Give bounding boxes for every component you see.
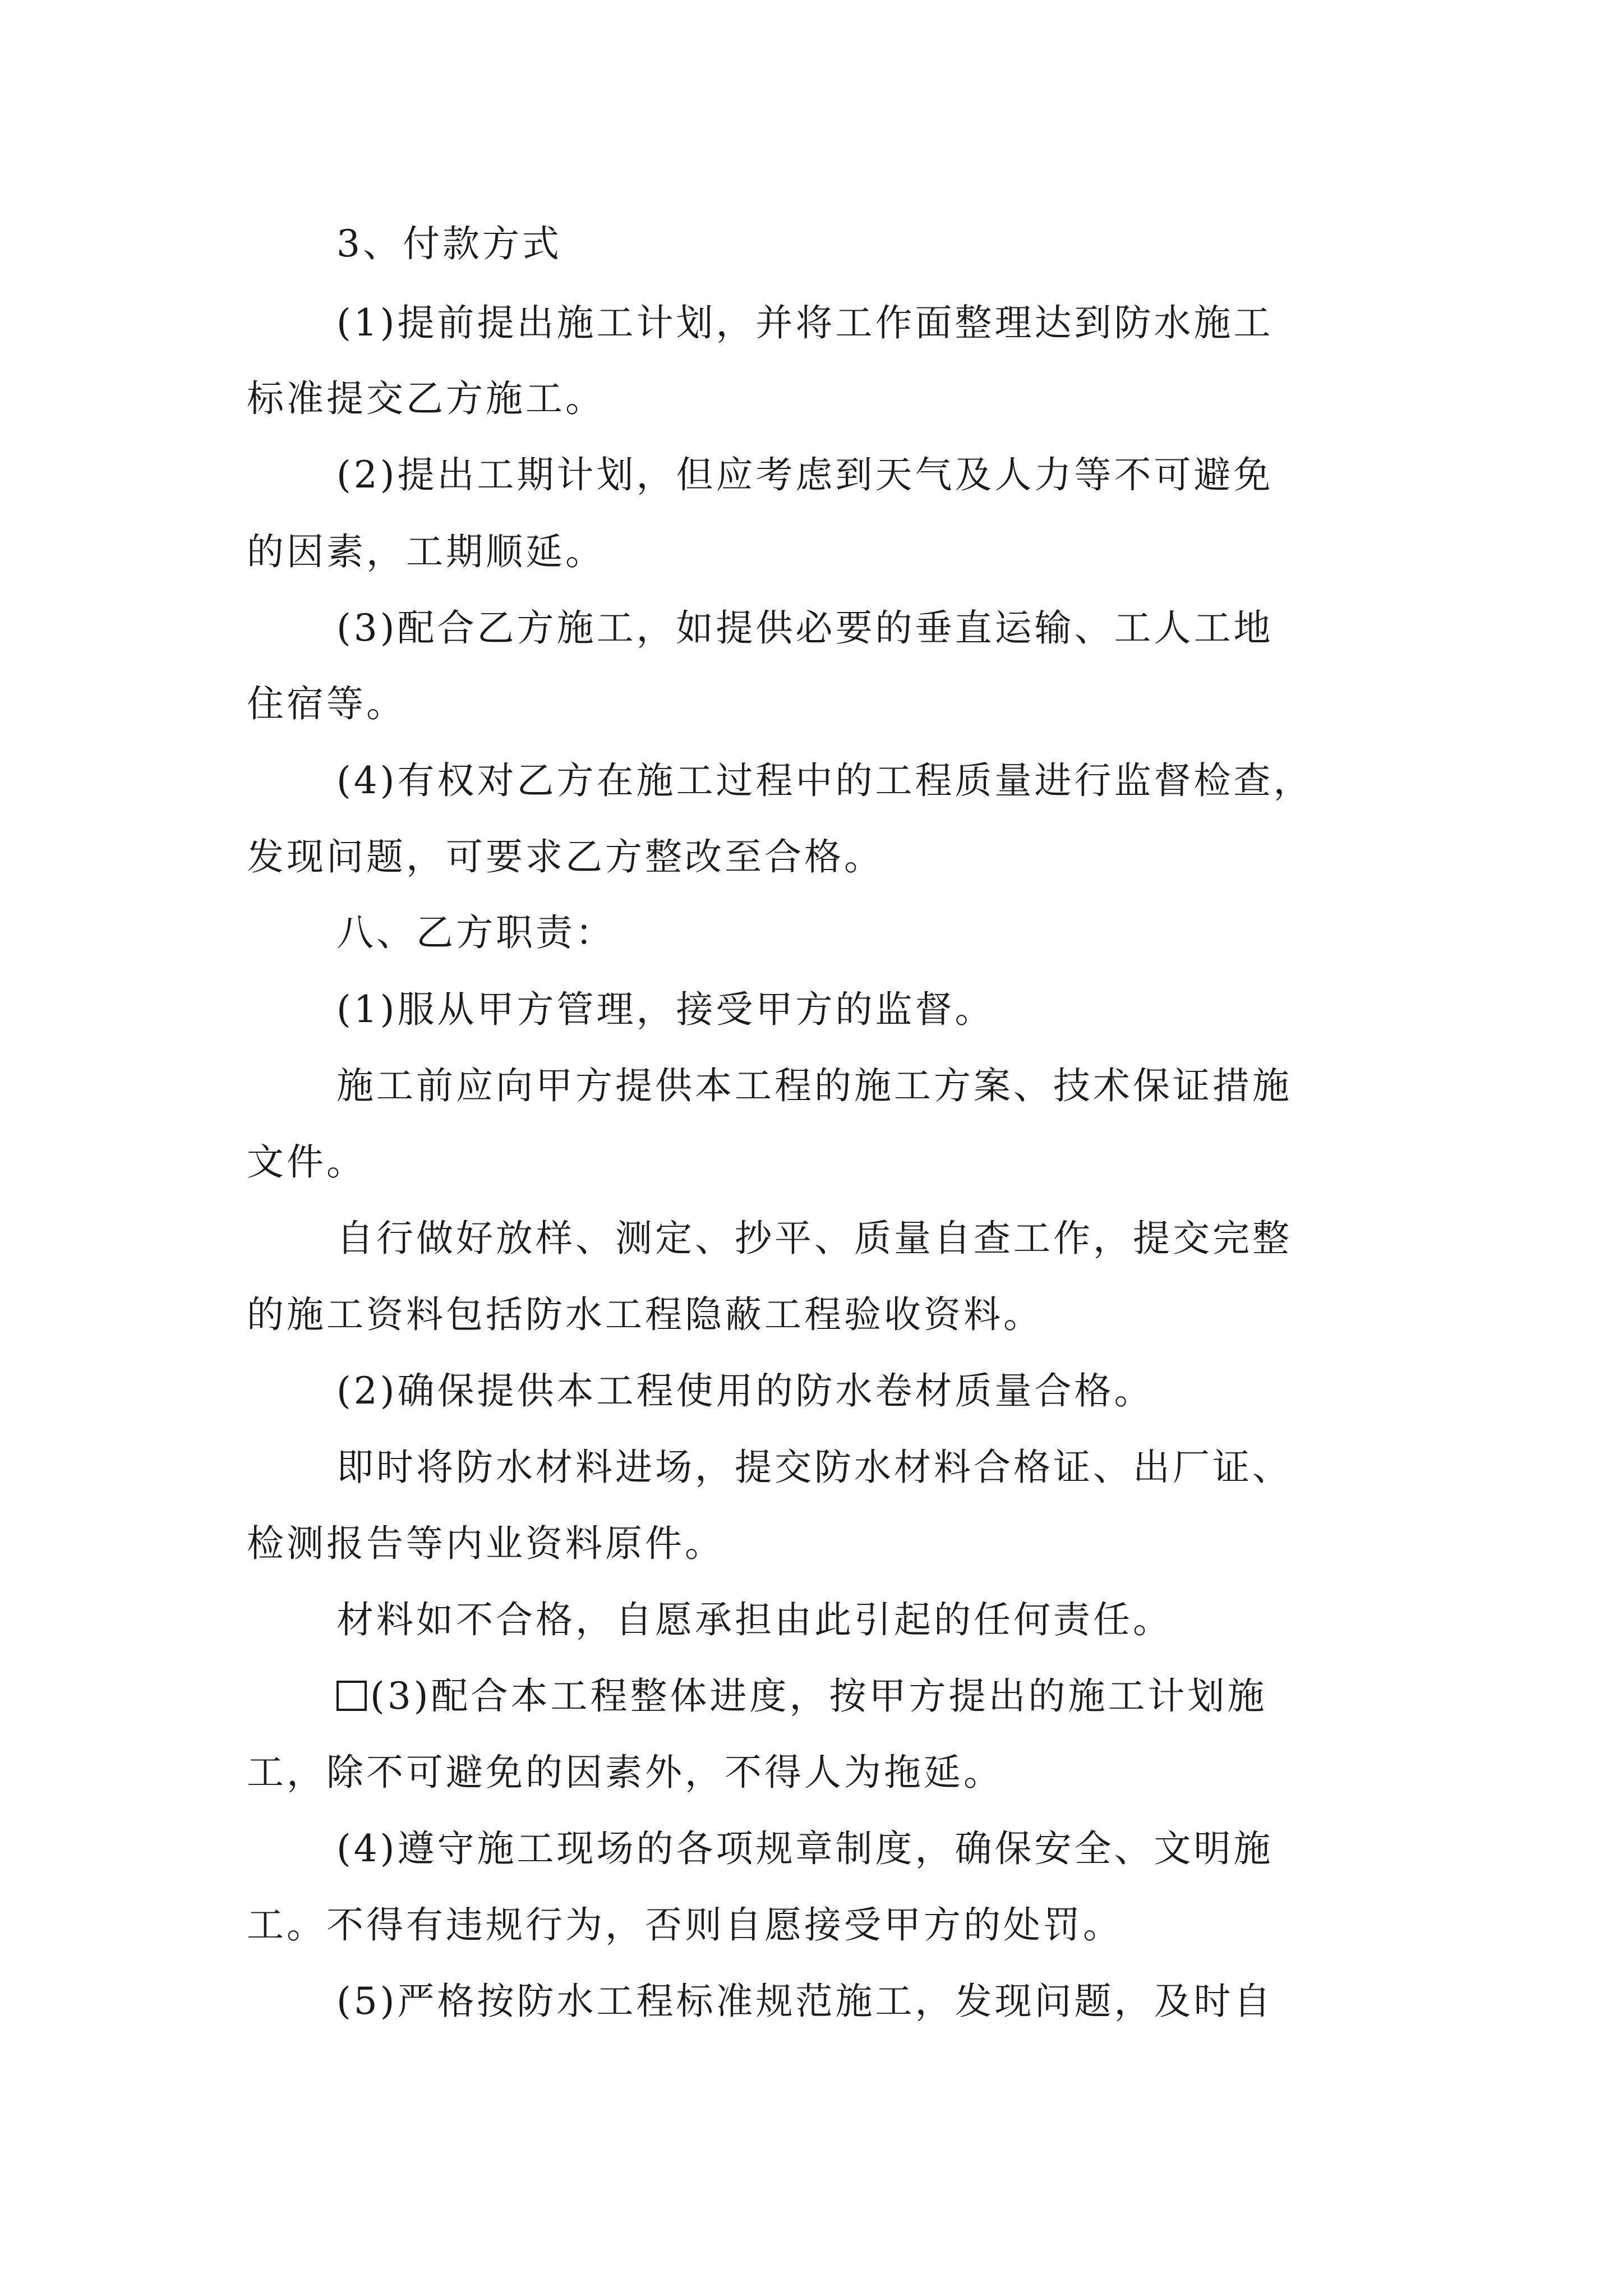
paragraph-line: (4)遵守施工现场的各项规章制度，确保安全、文明施 [336, 1827, 1274, 1870]
paragraph-line: 检测报告等内业资料原件。 [247, 1522, 725, 1565]
paragraph-line: (3)配合乙方施工，如提供必要的垂直运输、工人工地 [336, 606, 1274, 650]
paragraph-line: 发现问题，可要求乙方整改至合格。 [247, 835, 884, 878]
paragraph-line: 即时将防水材料进场，提交防水材料合格证、出厂证、 [336, 1446, 1292, 1489]
paragraph-line: 工。不得有违规行为，否则自愿接受甲方的处罚。 [247, 1903, 1123, 1947]
paragraph-line: 的施工资料包括防水工程隐蔽工程验收资料。 [247, 1293, 1043, 1336]
paragraph-text: (3)配合本工程整体进度，按甲方提出的施工计划施 [370, 1674, 1267, 1718]
paragraph-line: 的因素，工期顺延。 [247, 530, 605, 573]
paragraph-line: 住宿等。 [247, 682, 406, 725]
paragraph-line: 自行做好放样、测定、抄平、质量自查工作，提交完整 [336, 1217, 1292, 1260]
paragraph-line: (5)严格按防水工程标准规范施工，发现问题，及时自 [336, 1980, 1274, 2023]
paragraph-line: 材料如不合格，自愿承担由此引起的任何责任。 [336, 1598, 1173, 1641]
paragraph-line: (2)提出工期计划，但应考虑到天气及人力等不可避免 [336, 453, 1274, 496]
section-heading-party-b-duties: 八、乙方职责： [336, 911, 615, 954]
paragraph-line: 施工前应向甲方提供本工程的施工方案、技术保证措施 [336, 1064, 1292, 1107]
checkbox-icon [336, 1681, 367, 1711]
paragraph-line: (1)提前提出施工计划，并将工作面整理达到防水施工 [336, 301, 1274, 344]
paragraph-line: (1)服从甲方管理，接受甲方的监督。 [336, 988, 995, 1031]
paragraph-line: (4)有权对乙方在施工过程中的工程质量进行监督检查， [336, 759, 1313, 802]
paragraph-line: (2)确保提供本工程使用的防水卷材质量合格。 [336, 1369, 1154, 1412]
paragraph-line: 文件。 [247, 1140, 366, 1184]
paragraph-line: 标准提交乙方施工。 [247, 377, 605, 420]
paragraph-line: 工，除不可避免的因素外，不得人为拖延。 [247, 1751, 1003, 1794]
paragraph-line-with-checkbox [336, 1668, 1267, 1724]
section-heading-payment: 3、付款方式 [336, 222, 562, 265]
